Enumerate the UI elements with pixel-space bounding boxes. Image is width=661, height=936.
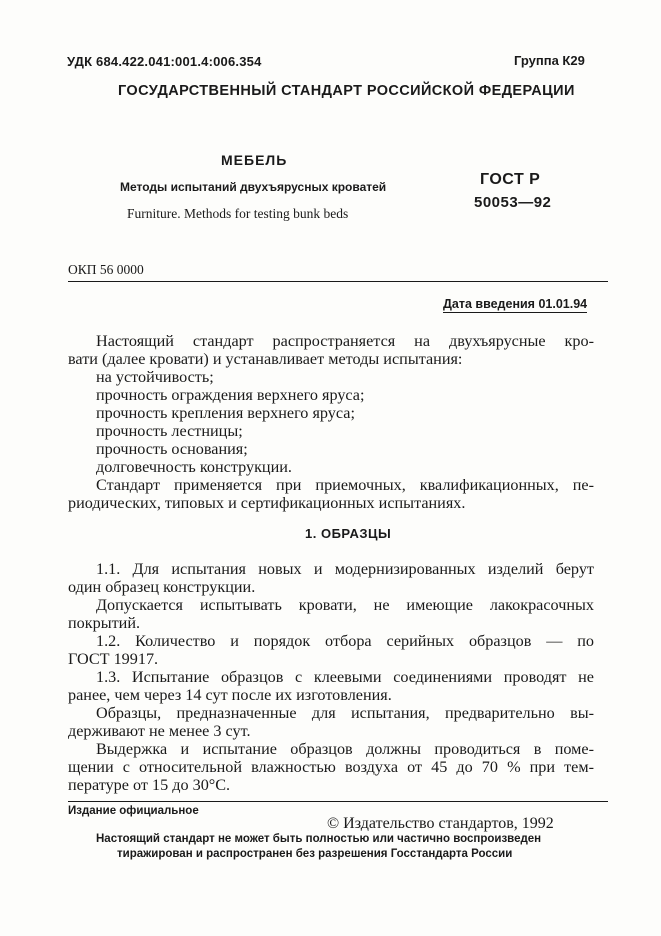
section-line: покрытий. xyxy=(68,614,141,632)
section-line: Образцы, предназначенные для испытания, предварительно вы- xyxy=(96,704,594,722)
intro-list-item: прочность лестницы; xyxy=(96,422,243,440)
section-line: Выдержка и испытание образцов должны проводиться в поме- xyxy=(96,740,594,758)
edition-label: Издание официальное xyxy=(68,805,199,817)
section-title: 1. ОБРАЗЦЫ xyxy=(305,526,392,541)
intro-line: риодических, типовых и сертификационных испытаниях. xyxy=(68,494,466,512)
section-line: ГОСТ 19917. xyxy=(68,650,159,668)
reproduction-notice: Настоящий стандарт не может быть полностью или частично воспроизведен xyxy=(96,833,542,845)
intro-list-item: на устойчивость; xyxy=(96,368,214,386)
subtitle-english: Furniture. Methods for testing bunk beds xyxy=(127,206,349,221)
section-line: пературе от 15 до 30°С. xyxy=(68,776,231,794)
organization-heading: ГОСУДАРСТВЕННЫЙ СТАНДАРТ РОССИЙСКОЙ ФЕДЕРАЦИИ xyxy=(118,83,575,99)
section-line: Допускается испытывать кровати, не имеющие лакокрасочных xyxy=(96,596,594,614)
section-line: 1.3. Испытание образцов с клеевыми соединениями проводят не xyxy=(96,668,594,686)
intro-list-item: прочность ограждения верхнего яруса; xyxy=(96,386,365,404)
reproduction-notice: тиражирован и распространен без разрешения Госстандарта России xyxy=(117,848,513,860)
intro-line: Стандарт применяется при приемочных, квалификационных, пе- xyxy=(96,476,594,494)
introduction-date: Дата введения 01.01.94 xyxy=(443,297,588,311)
udk-code: УДК 684.422.041:001.4:006.354 xyxy=(67,54,262,69)
section-line: щении с относительной влажностью воздуха от 45 до 70 % при тем- xyxy=(68,758,594,776)
divider xyxy=(68,281,608,282)
footer-divider xyxy=(68,801,608,802)
gost-number: 50053—92 xyxy=(474,194,552,211)
intro-list-item: прочность основания; xyxy=(96,440,248,458)
section-line: ранее, чем через 14 сут после их изготовления. xyxy=(68,686,392,704)
intro-list-item: долговечность конструкции. xyxy=(96,458,292,476)
group-code: Группа К29 xyxy=(514,53,585,68)
section-line: держивают не менее 3 сут. xyxy=(68,722,251,740)
section-line: 1.1. Для испытания новых и модернизированных изделий берут xyxy=(96,560,594,578)
subtitle-russian: Методы испытаний двухъярусных кроватей xyxy=(120,180,387,194)
intro-line: Настоящий стандарт распространяется на двухъярусные кро- xyxy=(96,332,594,350)
gost-code: ГОСТ Р xyxy=(480,171,541,188)
copyright-notice: © Издательство стандартов, 1992 xyxy=(327,815,554,832)
section-line: 1.2. Количество и порядок отбора серийных образцов — по xyxy=(96,632,594,650)
document-title: МЕБЕЛЬ xyxy=(221,152,288,168)
okp-code: ОКП 56 0000 xyxy=(68,262,144,277)
section-line: один образец конструкции. xyxy=(68,578,256,596)
intro-list-item: прочность крепления верхнего яруса; xyxy=(96,404,355,422)
intro-line: вати (далее кровати) и устанавливает методы испытания: xyxy=(68,350,463,368)
